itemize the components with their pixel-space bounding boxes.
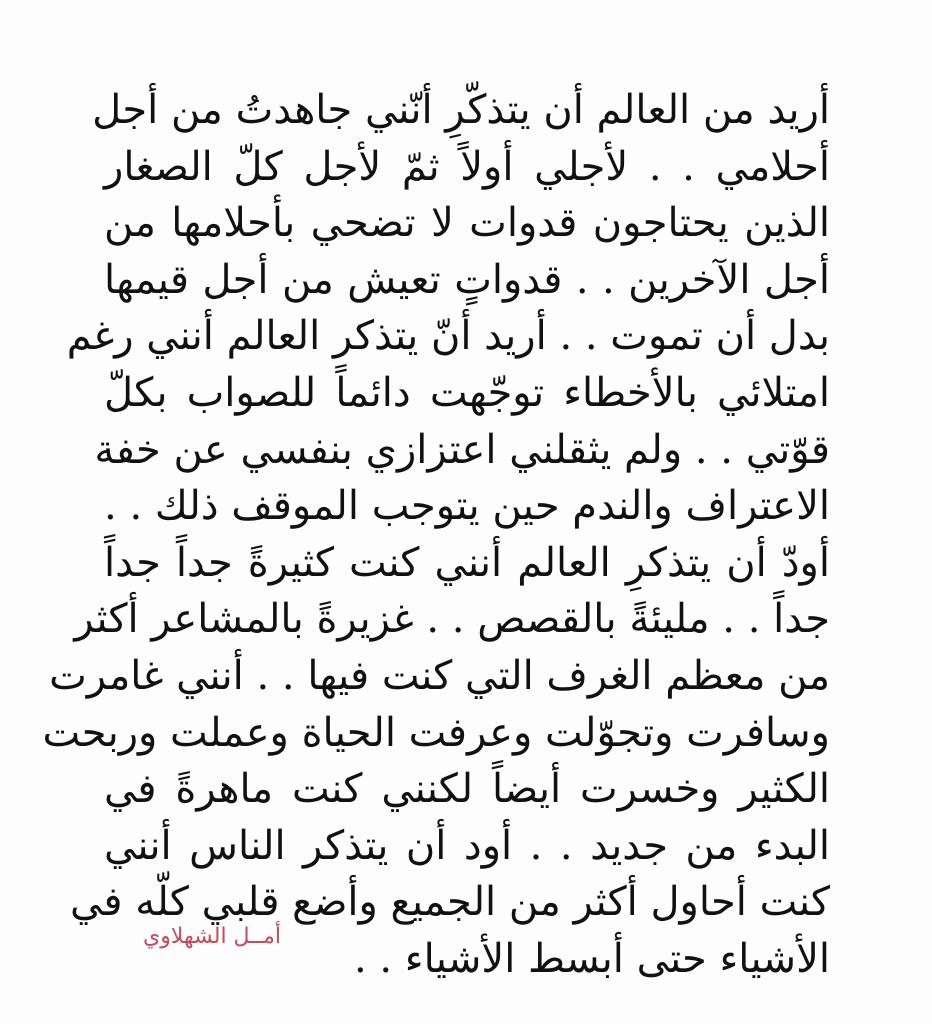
- poem-line-last: الأشياء حتى أبسط الأشياء . .: [353, 935, 830, 982]
- poem-line: أحلامي . . لأجلي أولاً ثمّ لأجل كلّ الصغار: [104, 143, 830, 190]
- poem-line: أجل الآخرين . . قدواتٍ تعيش من أجل قيمها: [104, 256, 830, 303]
- poem-line: من معظم الغرف التي كنت فيها . . أنني غامرت: [49, 652, 830, 699]
- poem-line: الذين يحتاجون قدوات لا تضحي بأحلامها من: [104, 200, 830, 247]
- poem-line: امتلائي بالأخطاء توجّهت دائماً للصواب بكلّ: [104, 369, 830, 416]
- poem-text: [42, 82, 830, 988]
- poem-line: أودّ أن يتذكرِ العالم أنني كنت كثيرةً جداً جداً: [104, 539, 830, 586]
- poem-line: قوّتي . . ولم يثقلني اعتزازي بنفسي عن خفة: [94, 426, 830, 473]
- poem-line: أريد من العالم أن يتذكّرِ أنّني جاهدتُ من أجل: [92, 87, 830, 133]
- poem-line: الكثير وخسرت أيضاً لكنني كنت ماهرةً في: [104, 766, 830, 813]
- poem-line: البدء من جديد . . أود أن يتذكر الناس أنني: [104, 822, 830, 869]
- author-signature: أمــل الشهلاوي: [143, 924, 281, 949]
- poem-line: جداً . . مليئةً بالقصص . . غزيرةً بالمشاعر أكثر: [74, 596, 830, 643]
- poem-line: الاعتراف والندم حين يتوجب الموقف ذلك . .: [104, 483, 830, 530]
- poem-line: كنت أحاول أكثر من الجميع وأضع قلبي كلّه في: [70, 879, 830, 926]
- poem-line: بدل أن تموت . . أريد أنّ يتذكر العالم أنني رغم: [66, 313, 830, 360]
- poem-line: وسافرت وتجوّلت وعرفت الحياة وعملت وربحت: [42, 709, 830, 756]
